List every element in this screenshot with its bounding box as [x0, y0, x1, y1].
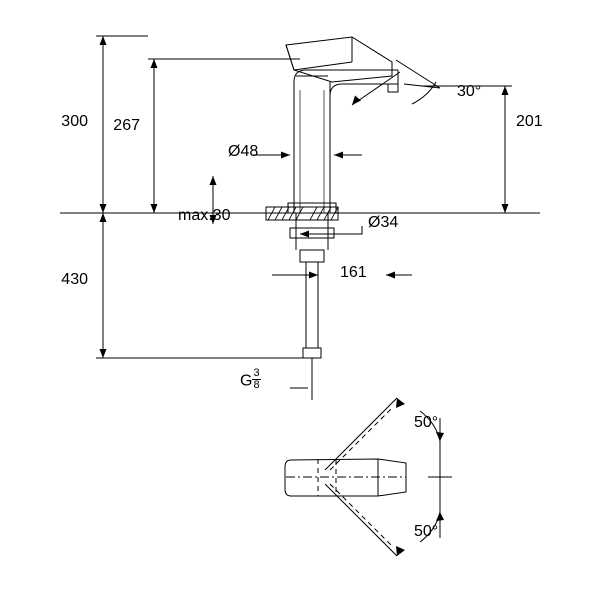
dim-300-arrow-bottom — [100, 204, 107, 213]
dim-label-430: 430 — [61, 271, 88, 288]
mounting-nut — [290, 228, 334, 238]
thread-numerator: 3 — [253, 367, 260, 379]
dim-label-267: 267 — [113, 117, 140, 134]
dim-161-arrow-left — [309, 272, 318, 279]
swivel-upper-arrow — [396, 398, 405, 408]
hose-connector — [303, 348, 321, 358]
lever-handle — [286, 37, 392, 82]
swivel-arc-upper-arrow — [436, 432, 444, 441]
angle30-arrow — [352, 96, 361, 106]
dim-label-d34: Ø34 — [368, 214, 399, 231]
dim-label-201: 201 — [516, 113, 543, 130]
dim-label-max30: max.30 — [178, 207, 231, 224]
dim-267-arrow-top — [151, 59, 158, 68]
dim-label-161: 161 — [340, 264, 367, 281]
dim-201-arrow-top — [502, 86, 509, 95]
dim-201-arrow-bottom — [502, 204, 509, 213]
dim-label-d48: Ø48 — [228, 143, 259, 160]
dim-label-thread — [240, 368, 261, 391]
thread-denominator: 8 — [253, 379, 260, 391]
swivel-lower-arrow — [396, 546, 405, 556]
dim-300-arrow-top — [100, 36, 107, 45]
dim-label-angle-50-top: 50° — [414, 414, 439, 431]
swivel-upper-dashed — [330, 408, 392, 470]
aerator — [388, 84, 398, 92]
dim-161-arrow-right — [386, 272, 395, 279]
thread-letter: G — [240, 372, 253, 390]
dim-label-angle-50-bottom: 50° — [414, 523, 439, 540]
dim-max30-arrow-top — [210, 176, 217, 185]
dim-d48-arrow-left — [281, 152, 290, 159]
dim-430-arrow-top — [100, 213, 107, 222]
dim-d34-arrow — [300, 231, 309, 238]
dim-label-angle-30: 30° — [457, 83, 482, 100]
angle30-ext-line — [396, 60, 440, 88]
lever-handle-left — [286, 45, 294, 70]
dim-d34-leader — [300, 226, 362, 234]
dim-label-300: 300 — [61, 113, 88, 130]
lever-handle-crease — [294, 62, 352, 70]
dim-267-arrow-bottom — [151, 204, 158, 213]
swivel-lower-dashed — [330, 484, 392, 546]
nut-lower — [300, 250, 324, 262]
thread-fraction — [252, 368, 260, 391]
dim-430-arrow-bottom — [100, 349, 107, 358]
dim-d48-arrow-right — [334, 152, 343, 159]
swivel-arc-lower-arrow — [436, 512, 444, 521]
